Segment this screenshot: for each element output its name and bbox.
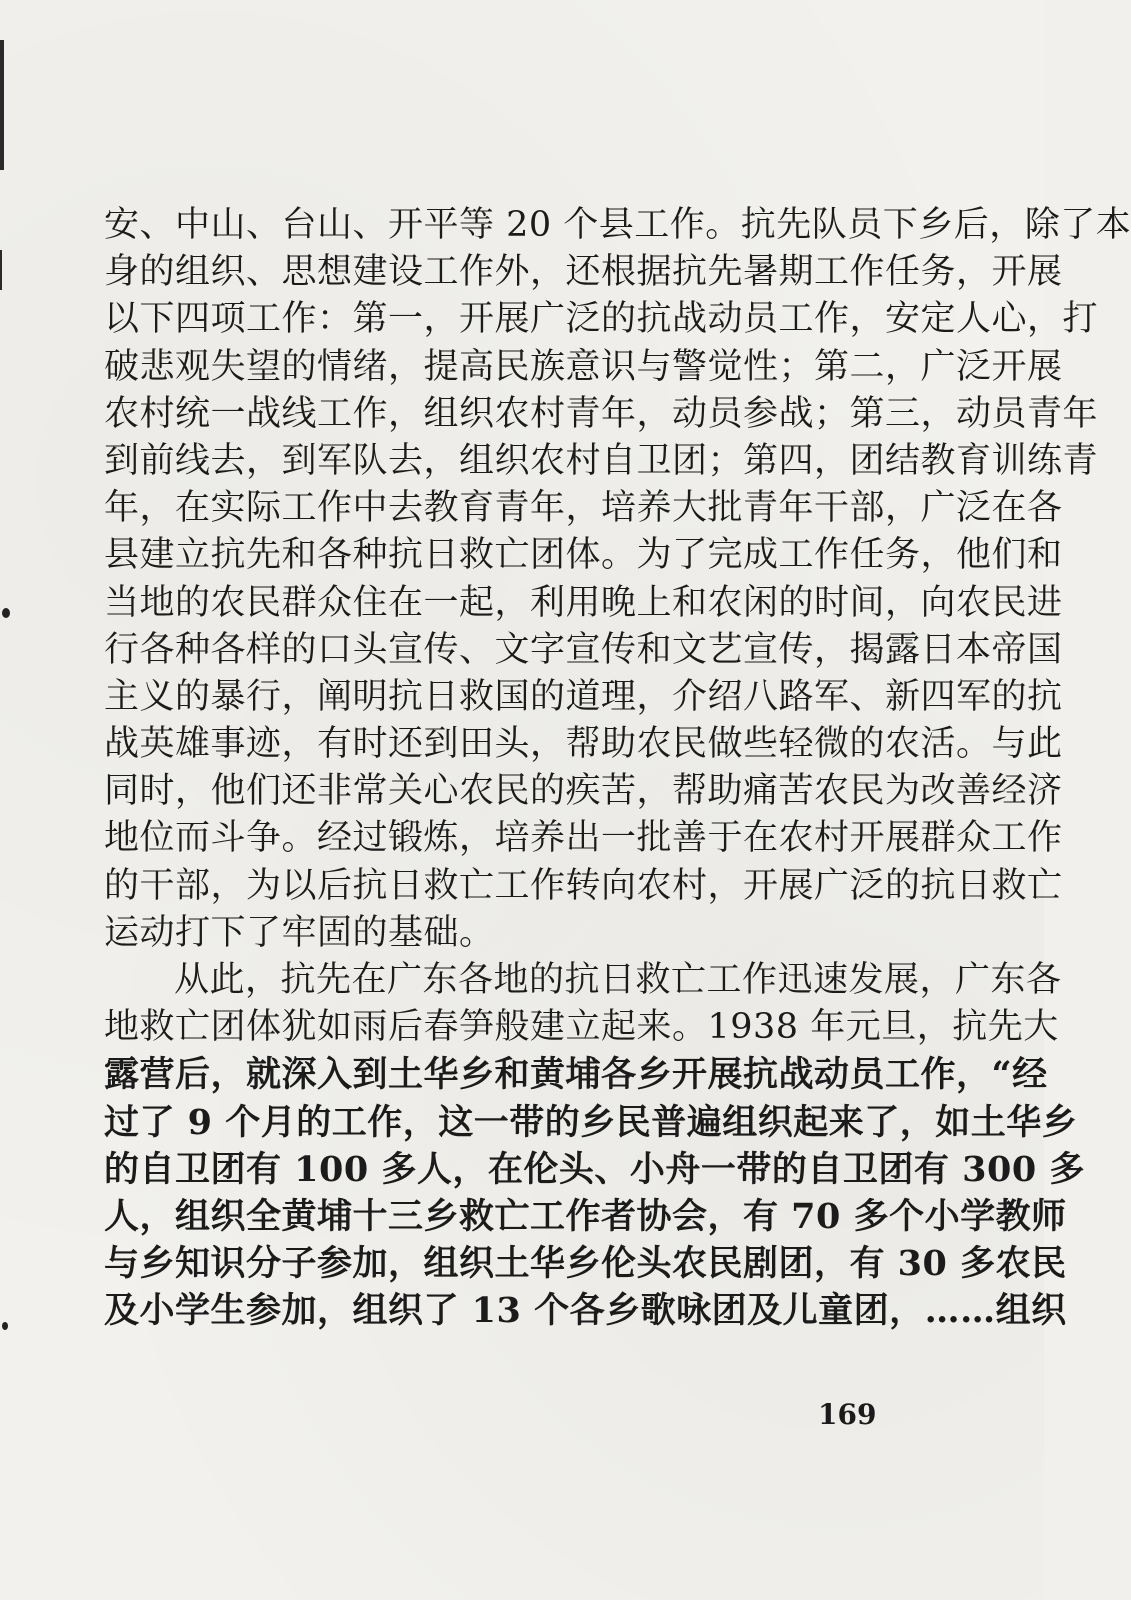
text-line: 当地的农民群众住在一起，利用晚上和农闲的时间，向农民进	[104, 582, 1063, 623]
scan-edge-mark	[0, 40, 4, 170]
text-line: 年，在实际工作中去教育青年，培养大批青年干部，广泛在各	[104, 488, 1063, 529]
text-line: 破悲观失望的情绪，提高民族意识与警觉性；第二，广泛开展	[104, 346, 1063, 387]
text-line: 及小学生参加，组织了 13 个各乡歌咏团及儿童团，……组织	[104, 1290, 1067, 1332]
text-line: 同时，他们还非常关心农民的疾苦，帮助痛苦农民为改善经济	[104, 771, 1063, 812]
scan-speck	[2, 608, 10, 618]
text-line: 农村统一战线工作，组织农村青年，动员参战；第三，动员青年	[104, 393, 1099, 434]
text-line: 从此，抗先在广东各地的抗日救亡工作迅速发展，广东各	[174, 960, 1062, 1000]
text-line: 过了 9 个月的工作，这一带的乡民普遍组织起来了，如土华乡	[104, 1101, 1078, 1143]
text-line: 安、中山、台山、开平等 20 个县工作。抗先队员下乡后，除了本	[104, 205, 1131, 245]
text-line: 战英雄事迹，有时还到田头，帮助农民做些轻微的农活。与此	[104, 724, 1063, 765]
text-line: 身的组织、思想建设工作外，还根据抗先暑期工作任务，开展	[104, 252, 1063, 293]
text-line: 到前线去，到军队去，组织农村自卫团；第四，团结教育训练青	[104, 440, 1099, 481]
paragraph-1	[104, 202, 1131, 957]
text-line: 地救亡团体犹如雨后春笋般建立起来。1938 年元旦，抗先大	[104, 1007, 1059, 1048]
paragraph-2	[104, 957, 1085, 1335]
text-line: 的干部，为以后抗日救亡工作转向农村，开展广泛的抗日救亡	[104, 865, 1063, 906]
text-line: 的自卫团有 100 多人，在伦头、小舟一带的自卫团有 300 多	[104, 1148, 1085, 1190]
text-line: 地位而斗争。经过锻炼，培养出一批善于在农村开展群众工作	[104, 818, 1063, 859]
scan-edge-mark	[0, 250, 2, 290]
body-text	[104, 202, 1131, 1335]
text-line: 与乡知识分子参加，组织土华乡伦头农民剧团，有 30 多农民	[104, 1243, 1067, 1285]
page-number: 169	[818, 1398, 877, 1431]
text-line: 主义的暴行，阐明抗日救国的道理，介绍八路军、新四军的抗	[104, 676, 1063, 717]
text-line: 人，组织全黄埔十三乡救亡工作者协会，有 70 多个小学教师	[104, 1195, 1067, 1237]
text-line: 运动打下了牢固的基础。	[104, 912, 495, 953]
text-line: 县建立抗先和各种抗日救亡团体。为了完成工作任务，他们和	[104, 535, 1063, 576]
text-line: 以下四项工作：第一，开展广泛的抗战动员工作，安定人心，打	[104, 299, 1099, 340]
text-line: 露营后，就深入到土华乡和黄埔各乡开展抗战动员工作，“经	[104, 1054, 1048, 1096]
scan-speck	[2, 1322, 8, 1330]
text-line: 行各种各样的口头宣传、文字宣传和文艺宣传，揭露日本帝国	[104, 629, 1063, 670]
